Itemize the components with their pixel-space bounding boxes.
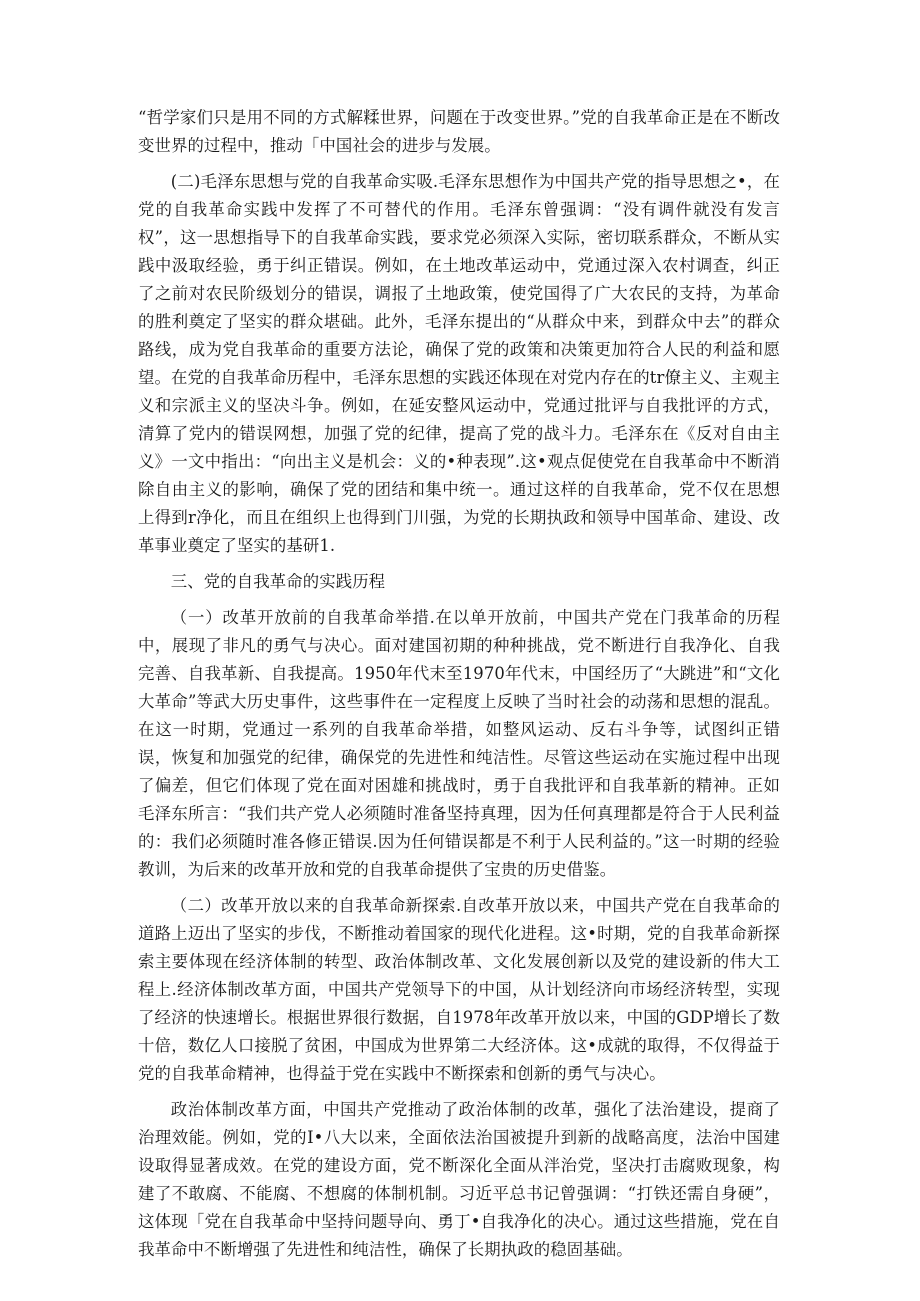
paragraph-1: “哲学家们只是用不同的方式解糅世界，问题在于改变世界。”党的自我革命正是在不断改变世界的过程中，推动「中国社会的进步与发展。 — [138, 108, 780, 155]
paragraph-4: （二）改革开放以来的自我革命新探索.自改革开放以来，中国共产党在自我革命的道路上迈出了坚实的步伐，不断推动着国家的现代化进程。这•时期，党的自我革命新探索主要体现在经济体制的转型、政治体制改革、文化发展创新以及党的建设新的伟大工程上.经济体制改革方面，中国共产党领导下的中国，从计划经济向市场经济转型，实现了经济的快速增长。根据世界很行数据，自1978年改革开放以来，中国的GDP增长了数十倍，数亿人口接脱了贫困，中国成为世界第二大经济体。这•成就的取得，不仅得益于党的自我革命精神，也得益于党在实践中不断探索和创新的勇气与决心。 — [138, 896, 780, 1083]
section-heading: 三、党的自我革命的实践历程 — [170, 572, 386, 591]
paragraph-5: 政治体制改革方面，中国共产党推动了政治体制的改革，强化了法治建设，提商了治理效能。例如，党的I•八大以来，全面依法治国被提升到新的战略高度，法治中国建设取得显著成效。在党的建设方面，党不断深化全面从泮治党，坚决打击腐败现象，构建了不敢腐、不能腐、不想腐的体制机制。习近平总书记曾强调：“打铁还需自身硬”，这体现「党在自我革命中坚持问题导向、勇丁•自我净化的决心。通过这些措施，党在自我革命中不断增强了先进性和纯洁性，确保了长期执政的稳固基础。 — [138, 1100, 780, 1259]
document-page — [138, 104, 780, 1272]
paragraph-3: （一）改革开放前的自我革命举措.在以单开放前，中国共产党在门我革命的历程中，展现了非凡的勇气与决心。面对建国初期的种种挑战，党不断进行自我净化、自我完善、自我革新、自我提高。1950年代末至1970年代末，中国经历了“大跳进”和“文化大革命”等武大历史事件，这些事件在一定程度上反映了当时社会的动荡和思想的混乱。在这一时期，党通过一系列的自我革命举措，如整风运动、反右斗争等，试图纠正错误，恢复和加强党的纪律，确保党的先进性和纯洁性。尽管这些运动在实施过程中出现了偏差，但它们体现了党在面对困雄和挑战时，勇于自我批评和自我革新的精神。正如毛泽东所言：“我们共产党人必须随时准备坚持真理，因为任何真理都是符合于人民利益的：我们必须随时准各修正错误.因为任何错误都是不利于人民利益的。”这一时期的经验教训，为后来的改革开放和党的自我革命提供了宝贵的历史借鉴。 — [138, 608, 780, 879]
paragraph-2: (二)毛泽东思想与党的自我革命实吸.毛泽东思想作为中国共产党的指导思想之•，在党的自我革命实践中发挥了不可替代的作用。毛泽东曾强调：“没有调件就没有发言权”，这一思想指导下的自我革命实践，要求党必须深入实际，密切联系群众，不断从实践中汲取经验，勇于纠正错误。例如，在土地改革运动中，党通过深入农村调查，纠正了之前对农民阶级划分的错误，调报了土地政策，使党国得了广大农民的支持，为革命的胜利奠定了坚实的群众堪础。此外，毛泽东提出的“从群众中来，到群众中去”的群众路线，成为党自我革命的重要方法论，确保了党的政策和决策更加符合人民的利益和愿望。在党的自我革命历程中，毛泽东思想的实践还体现在对党内存在的tr僚主义、主观主义和宗派主义的坚决斗争。例如，在延安整风运动中，党通过批评与自我批评的方式，清算了党内的错误网想，加强了党的纪律，提高了党的战斗力。毛泽东在《反对自由主义》一文中指出：“向出主义是机会：义的•种表现”.这•观点促使党在自我革命中不断消除自由主义的影响，确保了党的团结和集中统一。通过这样的自我革命，党不仅在思想上得到r净化，而且在组织上也得到门川强，为党的长期执政和领导中国革命、建设、改革事业奠定了坚实的基研1. — [138, 172, 780, 555]
